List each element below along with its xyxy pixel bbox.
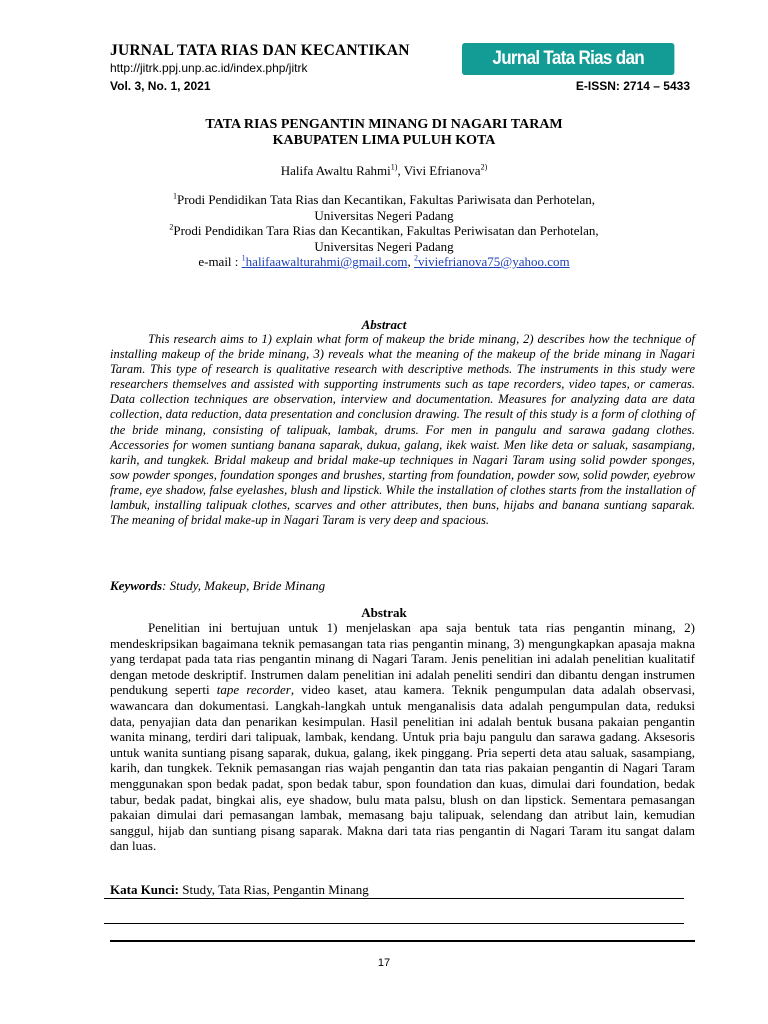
author-1: Halifa Awaltu Rahmi xyxy=(280,163,391,178)
email-2-sup: 2 xyxy=(413,253,418,263)
affil-2-line-2: Universitas Negeri Padang xyxy=(314,238,454,254)
abstrak-body xyxy=(110,620,695,854)
title-line-2: KABUPATEN LIMA PULUH KOTA xyxy=(272,133,496,148)
affil-1-line-1: Prodi Pendidikan Tata Rias dan Kecantikan, Fakultas Pariwisata dan Perhotelan, xyxy=(176,192,595,207)
page-number: 17 xyxy=(377,957,391,969)
abstract-heading: Abstract xyxy=(361,317,407,332)
author-2: Vivi Efrianova xyxy=(403,163,481,178)
abstrak-body-part-2: , video kaset, atau kamera. Teknik pengumpulan data adalah observasi, wawancara dan dokumentasi. Langkah-langkah untuk menganalisis data adalah pengumpulan data, reduksi data, penyajian data dan penarikan kesimpulan. Hasil penelitian ini adalah bentuk busana pakaian pengantin wanita minang, terdiri dari talipuak, lambak, kendang. Untuk pria baju pangulu dan sarawa gadang. Aksesoris untuk wanita suntiang pisang saparak, dukua, galang, ikek pinggang. Pria seperti deta atau saluak, sasampiang, karih, dan tungkek. Teknik pemasangan rias wajah pengantin dan tata rias pakaian pengantin di Nagari Taram menggunakan spon bedak padat, spon bedak tabur, spon foundation dan kuas, dimulai dari foundation, bedak tabur, bedak padat, bingkai alis, eye shadow, bulu mata palsu, blush on dan lipstick. Sementara pemasangan pakaian dimulai dari pemasangan lambak, memasang baju talipuak, selendang dan atribut lain, kemudian sanggul, hijab dan suntiang pisang saparak. Makna dari tata rias pengantin di Nagari Taram itu sangat dalam dan luas. xyxy=(110,682,695,854)
author-separator: , xyxy=(397,163,404,178)
affil-2-line-1: Prodi Pendidikan Tara Rias dan Kecantikan, Fakultas Periwisatan dan Perhotelan, xyxy=(173,223,599,238)
affil-1-sup: 1 xyxy=(172,191,177,201)
kata-kunci-text: Study, Tata Rias, Pengantin Minang xyxy=(178,882,369,897)
abstrak-body-part-1: Penelitian ini bertujuan untuk 1) menjelaskan apa saja bentuk tata rias pengantin minang, 2) mendeskripsikan bagaimana teknik pemasangan tata rias pengantin minang, 3) mengungkapkan apasaja makna yang terdapat pada tata rias pengantin minang di Nagari Taram. Jenis penelitian ini adalah penelitian kualitatif dengan metode deskriptif. Instrumen dalam penelitian ini adalah peneliti sendiri dan dibantu dengan instrumen pendukung seperti xyxy=(110,620,695,698)
email-label: e-mail : xyxy=(198,254,242,269)
journal-volume: Vol. 3, No. 1, 2021 xyxy=(110,79,211,93)
affil-1-line-2: Universitas Negeri Padang xyxy=(314,207,454,223)
kata-kunci-label: Kata Kunci: xyxy=(110,882,179,897)
abstract-body: This research aims to 1) explain what form of makeup the bride minang, 2) describes how the technique of installing makeup of the bride minang, 3) reveals what the meaning of the makeup of the bride minang in Nagari Taram. This type of research is qualitative research with descriptive methods. The instruments in this study were researchers themselves and assisted with supporting instruments such as tape recorders, video tapes, or cameras. Data collection techniques are observation, interview and documentation. Measures for analyzing data are data collection, data reduction, data presentation and conclusion drawing. The result of this study is a form of clothing of the bride minang, consisting of talipuak, lambak, drums. For men in pangulu and sarawa gadang clothes. Accessories for women suntiang banana saparak, dukua, galang, ikek waist. Men like deta or saluak, sasampiang, karih, and tungkek. Bridal makeup and bridal make-up techniques in Nagari Taram using solid powder sponges, sow powder sponges, foundation sponges and brushes, starting from foundation, powder sow, solid powder, eyebrow frame, eye shadow, false eyelashes, blush and lipstick. While the installation of clothes starts from the installation of lambuk, installing talipuak clothes, scarves and other attributes, then buns, hijabs and banana suntiang saparak. The meaning of bridal make-up in Nagari Taram is very deep and spacious. xyxy=(110,332,695,528)
affil-2-sup: 2 xyxy=(169,222,174,232)
keywords-label: Keywords xyxy=(110,578,162,593)
divider-line-2 xyxy=(104,923,684,924)
email-1: halifaawalturahmi@gmail.com xyxy=(245,254,408,269)
journal-name: JURNAL TATA RIAS DAN KECANTIKAN xyxy=(110,42,410,59)
journal-url[interactable]: http://jitrk.ppj.unp.ac.id/index.php/jitrk xyxy=(110,61,308,75)
footer-rule xyxy=(110,940,695,942)
keywords-line xyxy=(110,578,325,594)
abstrak-body-italic: tape recorder xyxy=(216,682,291,698)
email-1-sup: 1 xyxy=(241,253,246,263)
email-line xyxy=(0,254,768,270)
author-2-sup: 2) xyxy=(480,162,488,172)
email-2-link[interactable] xyxy=(414,254,570,269)
abstrak-heading: Abstrak xyxy=(361,605,407,620)
affiliations xyxy=(0,192,768,270)
divider-line-1 xyxy=(104,898,684,899)
author-1-sup: 1) xyxy=(390,162,398,172)
keywords-text: : Study, Makeup, Bride Minang xyxy=(162,578,326,593)
article-title xyxy=(0,117,768,149)
email-1-link[interactable] xyxy=(242,254,408,269)
email-separator: , xyxy=(407,254,414,269)
title-line-1: TATA RIAS PENGANTIN MINANG DI NAGARI TARAM xyxy=(205,117,563,132)
author-list xyxy=(0,163,768,179)
journal-logo: Jurnal Tata Rias dan Kecantikan xyxy=(462,43,674,75)
journal-eissn: E-ISSN: 2714 – 5433 xyxy=(575,79,690,93)
email-2: viviefrianova75@yahoo.com xyxy=(417,254,570,269)
kata-kunci-line xyxy=(110,882,369,898)
